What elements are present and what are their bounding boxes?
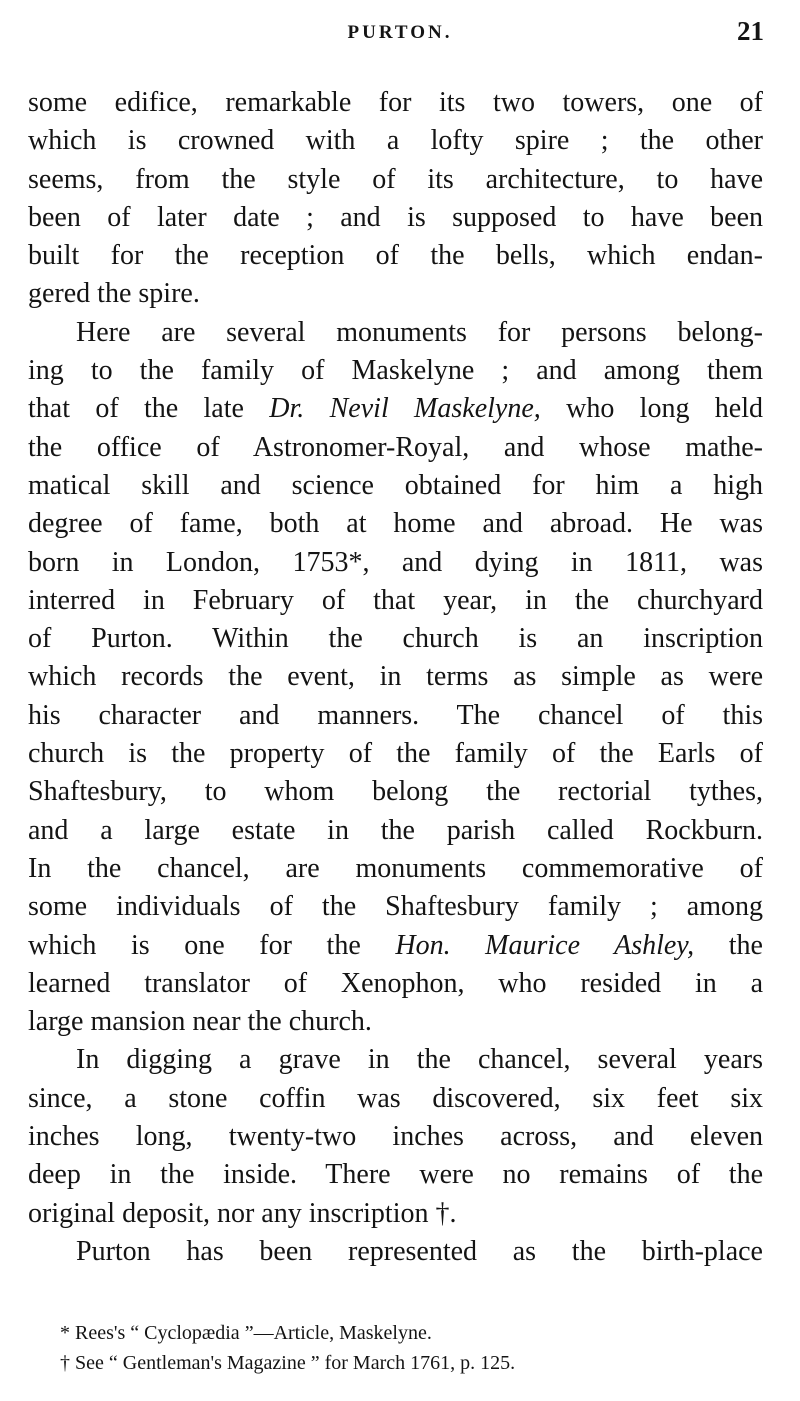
- body-text: [28, 84, 763, 1271]
- text-run: Here are several monuments for persons belong-: [76, 316, 763, 348]
- text-line: [28, 237, 763, 275]
- text-run: degree of fame, both at home and abroad. He was: [28, 508, 763, 540]
- text-line: [28, 658, 763, 696]
- text-line: [28, 161, 763, 199]
- text-line: [28, 1080, 763, 1118]
- text-run: learned translator of Xenophon, who resided in a: [28, 967, 763, 999]
- text-line: [28, 888, 763, 926]
- italic-name: Dr. Nevil Maskelyne,: [269, 393, 541, 425]
- text-line: [28, 505, 763, 543]
- text-line: [28, 1156, 763, 1194]
- text-line: [28, 429, 763, 467]
- text-run: church is the property of the family of the Earls of: [28, 738, 763, 770]
- text-line: [28, 735, 763, 773]
- text-run: interred in February of that year, in the churchyard: [28, 584, 763, 616]
- text-run: been of later date ; and is supposed to have been: [28, 201, 763, 233]
- running-title: PURTON.: [347, 22, 453, 43]
- text-run: built for the reception of the bells, which endan-: [28, 240, 763, 272]
- text-line: [28, 697, 763, 735]
- text-line: [28, 84, 763, 122]
- text-line: [28, 1041, 763, 1079]
- text-run: of Purton. Within the church is an inscription: [28, 623, 763, 655]
- text-run: which is crowned with a lofty spire ; the other: [28, 125, 763, 157]
- page-number: 21: [737, 16, 764, 46]
- text-run: born in London, 1753*, and dying in 1811, was: [28, 546, 763, 578]
- text-line: [28, 620, 763, 658]
- text-run: the: [694, 929, 763, 961]
- text-line: [28, 965, 763, 1003]
- text-line: [28, 352, 763, 390]
- text-run: deep in the inside. There were no remains of the: [28, 1159, 763, 1191]
- text-run: In digging a grave in the chancel, several years: [76, 1044, 763, 1076]
- text-run: Shaftesbury, to whom belong the rectorial tythes,: [28, 776, 763, 808]
- text-run: In the chancel, are monuments commemorative of: [28, 852, 763, 884]
- text-line: [28, 544, 763, 582]
- text-run: since, a stone coffin was discovered, six feet six: [28, 1082, 763, 1114]
- footnote: * Rees's “ Cyclopædia ”—Article, Maskelyne.: [60, 1322, 432, 1344]
- text-run: which is one for the: [28, 929, 396, 961]
- footnote: † See “ Gentleman's Magazine ” for March 1761, p. 125.: [60, 1352, 516, 1374]
- text-run: inches long, twenty-two inches across, and eleven: [28, 1121, 763, 1153]
- text-run: and a large estate in the parish called Rockburn.: [28, 814, 763, 846]
- text-run: which records the event, in terms as simple as were: [28, 661, 763, 693]
- text-run: gered the spire.: [28, 278, 200, 310]
- text-line: [28, 582, 763, 620]
- text-line: [28, 1003, 763, 1041]
- text-run: seems, from the style of its architecture, to have: [28, 163, 763, 195]
- text-run: some edifice, remarkable for its two towers, one of: [28, 87, 763, 118]
- text-line: [28, 927, 763, 965]
- text-run: that of the late: [28, 393, 270, 425]
- text-run: the office of Astronomer-Royal, and whose mathe-: [28, 431, 763, 463]
- text-run: some individuals of the Shaftesbury family ; among: [28, 891, 763, 923]
- text-line: [28, 314, 763, 352]
- text-run: matical skill and science obtained for him a high: [28, 469, 763, 501]
- text-line: [28, 773, 763, 811]
- text-line: [28, 1195, 763, 1233]
- text-run: large mansion near the church.: [28, 1006, 372, 1038]
- text-line: [28, 1233, 763, 1271]
- text-line: [28, 850, 763, 888]
- text-line: [28, 1118, 763, 1156]
- text-run: original deposit, nor any inscription †.: [28, 1197, 457, 1229]
- text-run: who long held: [540, 393, 763, 425]
- footnotes: [60, 1318, 515, 1378]
- text-line: [28, 199, 763, 237]
- text-run: Purton has been represented as the birth-place: [76, 1235, 763, 1267]
- text-line: [28, 275, 763, 313]
- text-run: his character and manners. The chancel of this: [28, 699, 763, 731]
- text-line: [28, 812, 763, 850]
- text-run: ing to the family of Maskelyne ; and among them: [28, 355, 763, 387]
- text-line: [28, 122, 763, 160]
- text-line: [28, 467, 763, 505]
- text-line: [28, 390, 763, 428]
- italic-name: Hon. Maurice Ashley,: [395, 929, 695, 961]
